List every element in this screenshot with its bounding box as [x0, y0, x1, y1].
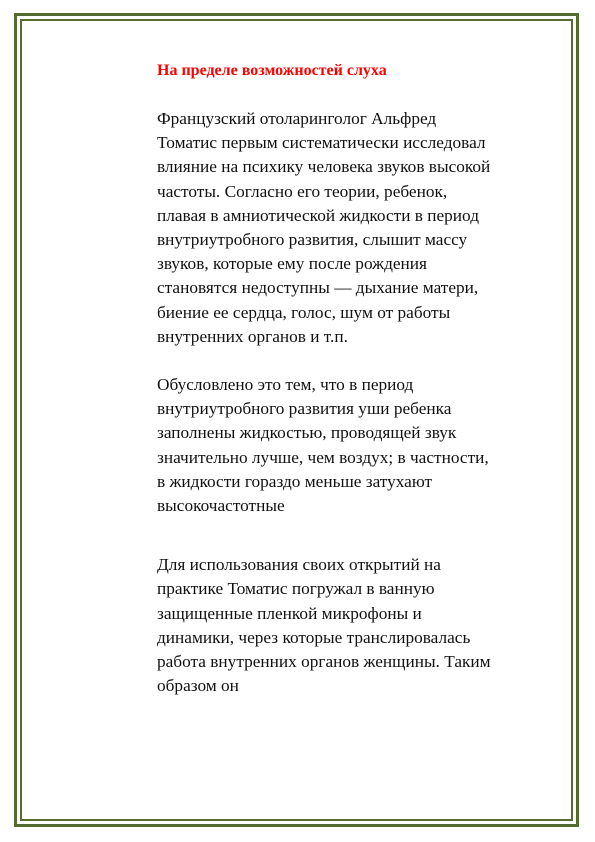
document-body: [157, 61, 497, 698]
paragraph-1: Французский отоларинголог Альфред Томатис первым систематически исследовал влияние на психику человека звуков высокой частоты. Согласно его теории, ребенок, плавая в амниотической жидкости в период внутриутробного развития, слышит массу звуков, которые ему после рождения становятся недоступны — дыхание матери, биение ее сердца, голос, шум от работы внутренних органов и т.п.: [157, 109, 491, 346]
paragraph-3: Для использования своих открытий на практике Томатис погружал в ванную защищенные пленкой микрофоны и динамики, через которые транслировалась работа внутренних органов женщины. Таким образом он: [157, 555, 491, 696]
document-title: На пределе возможностей слуха: [157, 62, 387, 79]
paragraph-2: Обусловлено это тем, что в период внутриутробного развития уши ребенка заполнены жидкостью, проводящей звук значительно лучше, чем воздух; в частности, в жидкости гораздо меньше затухают высокочастотные: [157, 375, 489, 516]
